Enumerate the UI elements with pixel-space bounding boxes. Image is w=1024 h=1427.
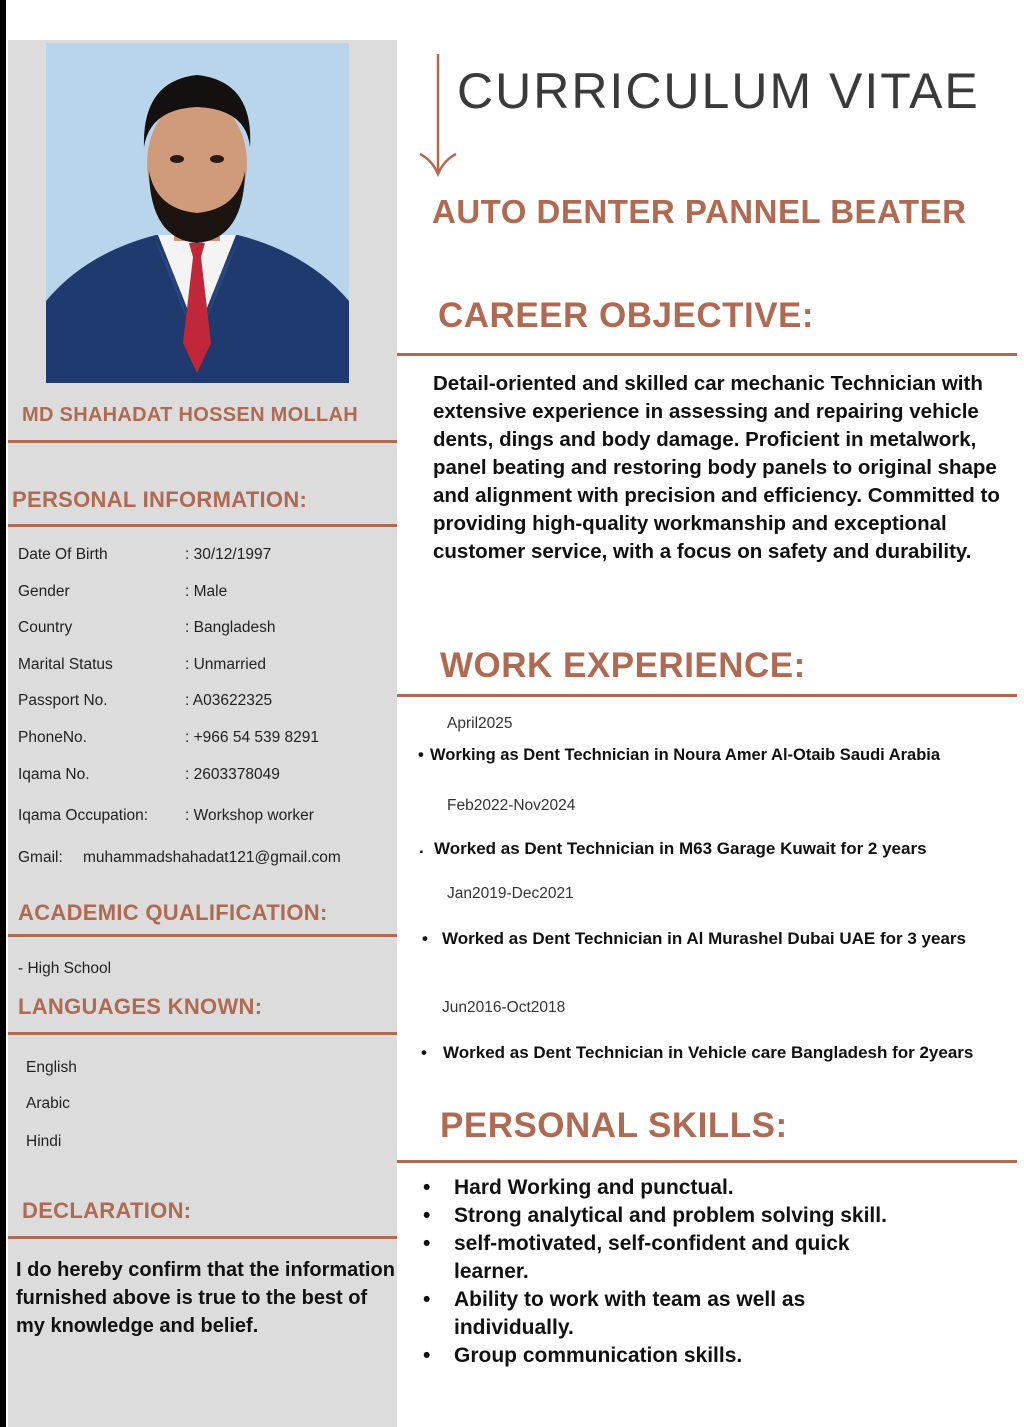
language-item: Arabic xyxy=(26,1095,70,1112)
experience-bullet: • xyxy=(418,746,424,764)
info-value: : +966 54 539 8291 xyxy=(185,729,320,746)
personal-information-heading: PERSONAL INFORMATION: xyxy=(12,487,308,512)
experience-date: Feb2022-Nov2024 xyxy=(447,797,576,814)
skill-item: • Ability to work with team as well as individually. xyxy=(420,1286,894,1342)
work-experience-heading: WORK EXPERIENCE: xyxy=(440,646,806,685)
academic-heading: ACADEMIC QUALIFICATION: xyxy=(18,900,328,925)
experience-bullet: . xyxy=(419,838,424,857)
info-value: : Bangladesh xyxy=(185,619,276,636)
info-label: Iqama Occupation: xyxy=(18,807,149,824)
work-experience-divider xyxy=(397,694,1017,697)
info-label: Marital Status xyxy=(18,656,113,673)
candidate-name: MD SHAHADAT HOSSEN MOLLAH xyxy=(22,404,359,426)
info-label: Date Of Birth xyxy=(18,546,108,563)
info-value: : 30/12/1997 xyxy=(185,546,272,563)
declaration-heading: DECLARATION: xyxy=(22,1198,192,1223)
experience-text: Worked as Dent Technician in Al Murashel Dubai UAE for 3 years xyxy=(442,929,966,948)
personal-information-divider xyxy=(8,524,397,527)
skill-item: • Strong analytical and problem solving skill. xyxy=(420,1202,980,1230)
career-objective-text: Detail-oriented and skilled car mechanic Technician with extensive experience in assessing and repairing vehicle dents, dings and body damage. Proficient in metalwork, panel beating and restoring body panels to original shape and alignment with precision and efficiency. Committed to providing high-quality workmanship and exceptional customer service, with a focus on safety and durability. xyxy=(433,372,1000,563)
personal-skills-heading: PERSONAL SKILLS: xyxy=(440,1106,788,1145)
experience-text: Working as Dent Technician in Noura Amer Al-Otaib Saudi Arabia xyxy=(430,746,941,764)
info-label: Country xyxy=(18,619,73,636)
experience-bullet: • xyxy=(422,929,428,948)
portrait-illustration xyxy=(46,43,349,383)
languages-heading: LANGUAGES KNOWN: xyxy=(18,994,263,1019)
experience-date: Jun2016-Oct2018 xyxy=(442,999,566,1016)
personal-skills-divider xyxy=(397,1160,1017,1163)
skill-item: • Group communication skills. xyxy=(420,1342,980,1370)
info-label: PhoneNo. xyxy=(18,729,87,746)
gmail-value: muhammadshahadat121@gmail.com xyxy=(83,849,341,866)
skill-item: • self-motivated, self-confident and quick learner. xyxy=(420,1230,924,1286)
skill-item: • Hard Working and punctual. xyxy=(420,1174,980,1202)
academic-item: - High School xyxy=(18,960,112,977)
info-value: : Unmarried xyxy=(185,656,266,673)
down-arrow-icon xyxy=(414,52,460,180)
declaration-text: I do hereby confirm that the information furnished above is true to the best of my knowledge and belief. xyxy=(16,1259,395,1337)
info-value: : Workshop worker xyxy=(185,807,314,824)
experience-date: April2025 xyxy=(447,715,513,732)
info-label: Gender xyxy=(18,583,70,600)
gmail-label: Gmail: xyxy=(18,849,63,866)
info-label: Iqama No. xyxy=(18,766,90,783)
languages-divider xyxy=(8,1032,397,1035)
career-objective-heading: CAREER OBJECTIVE: xyxy=(438,296,815,335)
language-item: Hindi xyxy=(26,1133,62,1150)
job-position: AUTO DENTER PANNEL BEATER xyxy=(432,193,967,230)
experience-text: Worked as Dent Technician in Vehicle care Bangladesh for 2years xyxy=(443,1043,974,1062)
academic-divider xyxy=(8,934,397,937)
info-value: : A03622325 xyxy=(185,692,273,709)
profile-photo xyxy=(46,43,349,383)
document-title: CURRICULUM VITAE xyxy=(457,63,980,119)
info-value: : Male xyxy=(185,583,228,600)
name-divider xyxy=(8,440,397,443)
info-value: : 2603378049 xyxy=(185,766,280,783)
language-item: English xyxy=(26,1059,77,1076)
experience-date: Jan2019-Dec2021 xyxy=(447,885,574,902)
experience-text: Worked as Dent Technician in M63 Garage Kuwait for 2 years xyxy=(434,839,927,858)
career-objective-divider xyxy=(397,353,1017,356)
experience-bullet: • xyxy=(421,1043,427,1062)
skills-list xyxy=(420,1174,980,1370)
declaration-divider xyxy=(8,1236,397,1239)
info-label: Passport No. xyxy=(18,692,108,709)
